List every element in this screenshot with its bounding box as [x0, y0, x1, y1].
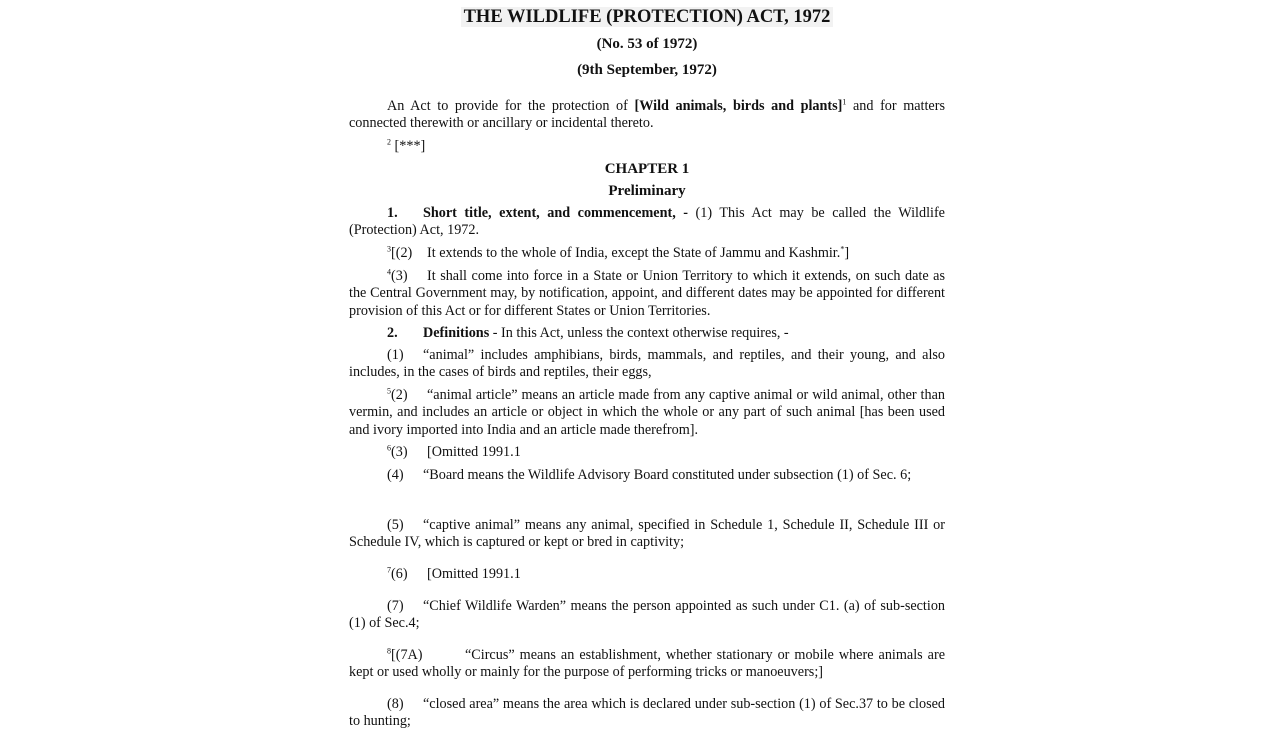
section-1-3: $^4$(3) It shall come into force in a State or Union Territory to which it extends, on such date as the Central Government may, by notification, appoint, and different dates may be appointed for different provision of this Act or for different States or Union Territories. [349, 267, 945, 319]
definition-item: (4) “Board means the Wildlife Advisory Board constituted under subsection (1) of Sec. 6; [387, 467, 912, 483]
omitted-note: $^2$ [***] [387, 137, 426, 154]
act-title: THE WILDLIFE (PROTECTION) ACT, 1972 [349, 6, 945, 28]
chapter-heading: CHAPTER 1 [604, 161, 690, 177]
definition-item: $^5$(2) “animal article” means an article made from any captive animal or wild animal, other than vermin, and includes an article or object in which the whole or any part of such animal [has been used and ivory imported into India and an article made therefrom]. [349, 386, 945, 438]
definition-item: (8) “closed area” means the area which is declared under sub-section (1) of Sec.37 to be closed to hunting; [349, 696, 945, 730]
definition-item: (5) “captive animal” means any animal, specified in Schedule 1, Schedule II, Schedule III or Schedule IV, which is captured or kept or bred in captivity; [349, 517, 945, 551]
section-1: 1. Short title, extent, and commencement, - (1) This Act may be called the Wildlife (Protection) Act, 1972. [349, 205, 945, 239]
definition-item: $^6$(3) [Omitted 1991.1 [387, 443, 521, 460]
definition-item: (7) “Chief Wildlife Warden” means the person appointed as such under C1. (a) of sub-section (1) of Sec.4; [349, 598, 945, 632]
document-page [349, 0, 945, 730]
preamble: An Act to provide for the protection of [Wild animals, birds and plants]$^1$ and for matters connected therewith or ancillary or incidental thereto. [349, 97, 945, 132]
chapter-subheading: Preliminary [608, 183, 686, 199]
act-date: (9th September, 1972) [577, 62, 717, 78]
section-1-2: $^3$[(2) It extends to the whole of India, except the State of Jammu and Kashmir.*] [387, 244, 850, 261]
act-number: (No. 53 of 1972) [596, 36, 698, 52]
definition-item: $^7$(6) [Omitted 1991.1 [387, 565, 521, 582]
definition-item: $^8$[(7A) “Circus” means an establishment, whether stationary or mobile where animals are kept or used wholly or mainly for the purpose of performing tricks or manoeuvers;] [349, 646, 945, 681]
definition-item: (1) “animal” includes amphibians, birds, mammals, and reptiles, and their young, and also includes, in the cases of birds and reptiles, their eggs, [349, 347, 945, 381]
section-2: 2. Definitions - In this Act, unless the context otherwise requires, - [387, 325, 789, 341]
